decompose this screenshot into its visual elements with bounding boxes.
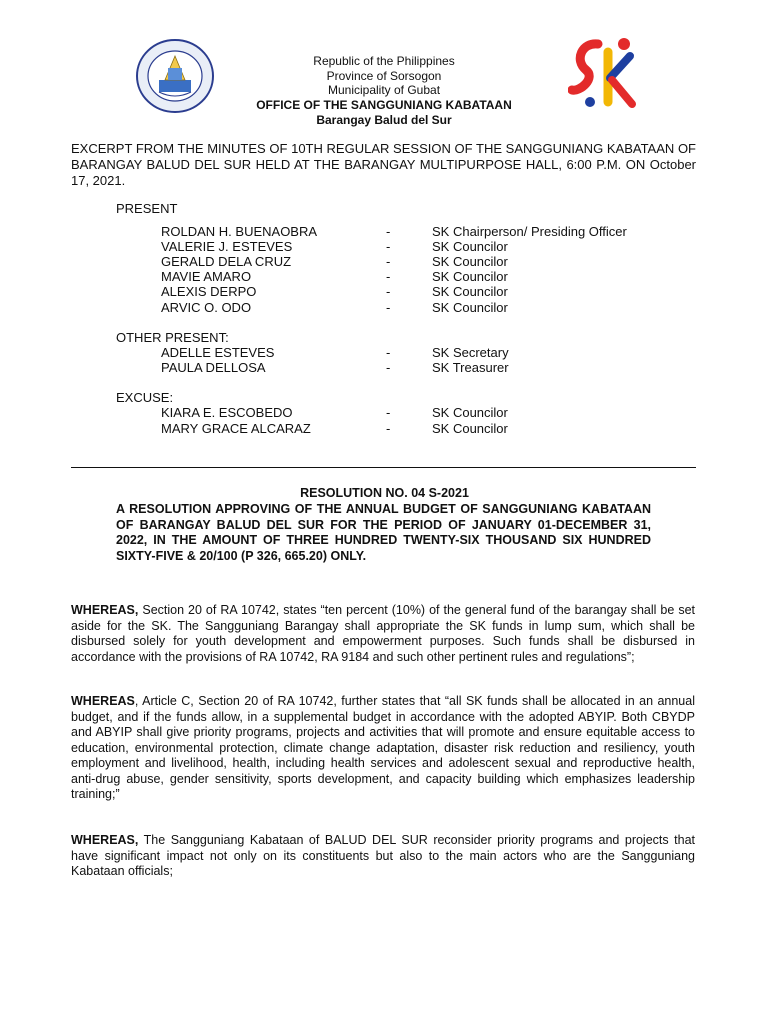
attendee-dash: -	[386, 254, 391, 269]
attendee-position: SK Chairperson/ Presiding Officer	[432, 224, 627, 239]
attendee-position: SK Secretary	[432, 345, 509, 360]
attendee-position: SK Councilor	[432, 254, 508, 269]
header-line-barangay: Barangay Balud del Sur	[316, 113, 452, 127]
attendee-name: VALERIE J. ESTEVES	[161, 239, 293, 254]
attendee-name: MAVIE AMARO	[161, 269, 252, 284]
attendee-row	[161, 421, 701, 437]
attendee-name: PAULA DELLOSA	[161, 360, 266, 375]
attendee-row	[161, 405, 701, 421]
whereas-lead: WHEREAS,	[71, 833, 139, 847]
attendee-position: SK Councilor	[432, 239, 508, 254]
whereas-paragraph	[71, 833, 695, 880]
attendee-name: KIARA E. ESCOBEDO	[161, 405, 293, 420]
attendee-name: ARVIC O. ODO	[161, 300, 252, 315]
attendee-row	[161, 360, 701, 376]
header-line-municipality: Municipality of Gubat	[327, 83, 441, 97]
section-divider	[71, 467, 696, 468]
attendee-dash: -	[386, 421, 391, 436]
attendee-dash: -	[386, 224, 391, 239]
resolution-title: RESOLUTION NO. 04 S-2021	[300, 486, 469, 500]
attendee-row	[161, 269, 701, 285]
whereas-text: Section 20 of RA 10742, states “ten percent (10%) of the general fund of the barangay shall be set aside for the SK. The Sangguniang Barangay shall appropriate the SK funds in lump sum, which shall be disbursed solely for youth development and empowerment purposes. Such funds shall be disbursed in accordance with the provisions of RA 10742, RA 9184 and such other pertinent rules and regulations”;	[71, 603, 695, 664]
attendee-row	[161, 239, 701, 255]
attendee-position: SK Councilor	[432, 421, 508, 436]
whereas-text: , Article C, Section 20 of RA 10742, further states that “all SK funds shall be allocated in an annual budget, and if the funds allow, in a supplemental budget in accordance with the adopted ABYIP. Both CBYDP and ABYIP shall give priority programs, projects and activities that will promote and ensure equitable access to education, environmental protection, climate change adaptation, disaster risk reduction and resiliency, youth employment and livelihood, health, including health services and adolescent sexual and reproductive health, anti-drug abuse, gender sensitivity, sports development, and capacity building which emphasizes leadership training;”	[71, 694, 695, 801]
excuse-label: EXCUSE:	[116, 390, 174, 405]
attendee-name: ADELLE ESTEVES	[161, 345, 275, 360]
attendee-row	[161, 345, 701, 361]
whereas-paragraph	[71, 694, 695, 803]
header-line-republic: Republic of the Philippines	[313, 54, 455, 68]
attendee-name: MARY GRACE ALCARAZ	[161, 421, 311, 436]
header-line-office: OFFICE OF THE SANGGUNIANG KABATAAN	[256, 98, 512, 112]
attendee-dash: -	[386, 284, 391, 299]
whereas-lead: WHEREAS	[71, 694, 135, 708]
attendee-position: SK Councilor	[432, 269, 508, 284]
attendee-dash: -	[386, 300, 391, 315]
attendee-name: GERALD DELA CRUZ	[161, 254, 292, 269]
attendee-dash: -	[386, 269, 391, 284]
attendee-position: SK Councilor	[432, 405, 508, 420]
attendee-dash: -	[386, 239, 391, 254]
attendee-row	[161, 284, 701, 300]
other-present-label: OTHER PRESENT:	[116, 330, 229, 345]
excerpt-paragraph: EXCERPT FROM THE MINUTES OF 10TH REGULAR SESSION OF THE SANGGUNIANG KABATAAN OF BARANGAY BALUD DEL SUR HELD AT THE BARANGAY MULTIPURPOSE HALL, 6:00 P.M. ON October 17, 2021.	[71, 141, 696, 188]
attendee-position: SK Treasurer	[432, 360, 509, 375]
sk-logo	[568, 32, 638, 118]
resolution-body: A RESOLUTION APPROVING OF THE ANNUAL BUDGET OF SANGGUNIANG KABATAAN OF BARANGAY BALUD DEL SUR FOR THE PERIOD OF JANUARY 01-DECEMBER 31, 2022, IN THE AMOUNT OF THREE HUNDRED TWENTY-SIX THOUSAND SIX HUNDRED SIXTY-FIVE & 20/100 (P 326, 665.20) ONLY.	[116, 502, 651, 563]
attendee-row	[161, 254, 701, 270]
attendee-row	[161, 224, 701, 240]
attendee-dash: -	[386, 345, 391, 360]
attendee-position: SK Councilor	[432, 300, 508, 315]
attendee-row	[161, 300, 701, 316]
attendee-position: SK Councilor	[432, 284, 508, 299]
attendee-name: ROLDAN H. BUENAOBRA	[161, 224, 318, 239]
attendee-dash: -	[386, 405, 391, 420]
attendee-dash: -	[386, 360, 391, 375]
whereas-paragraph	[71, 603, 695, 665]
header-line-province: Province of Sorsogon	[326, 69, 442, 83]
attendee-name: ALEXIS DERPO	[161, 284, 257, 299]
whereas-lead: WHEREAS,	[71, 603, 139, 617]
whereas-text: The Sangguniang Kabataan of BALUD DEL SUR reconsider priority programs and projects that have significant impact not only on its constituents but also to the main actors who are the Sangguniang Kabataan officials;	[71, 833, 695, 878]
present-label: PRESENT	[116, 201, 178, 216]
